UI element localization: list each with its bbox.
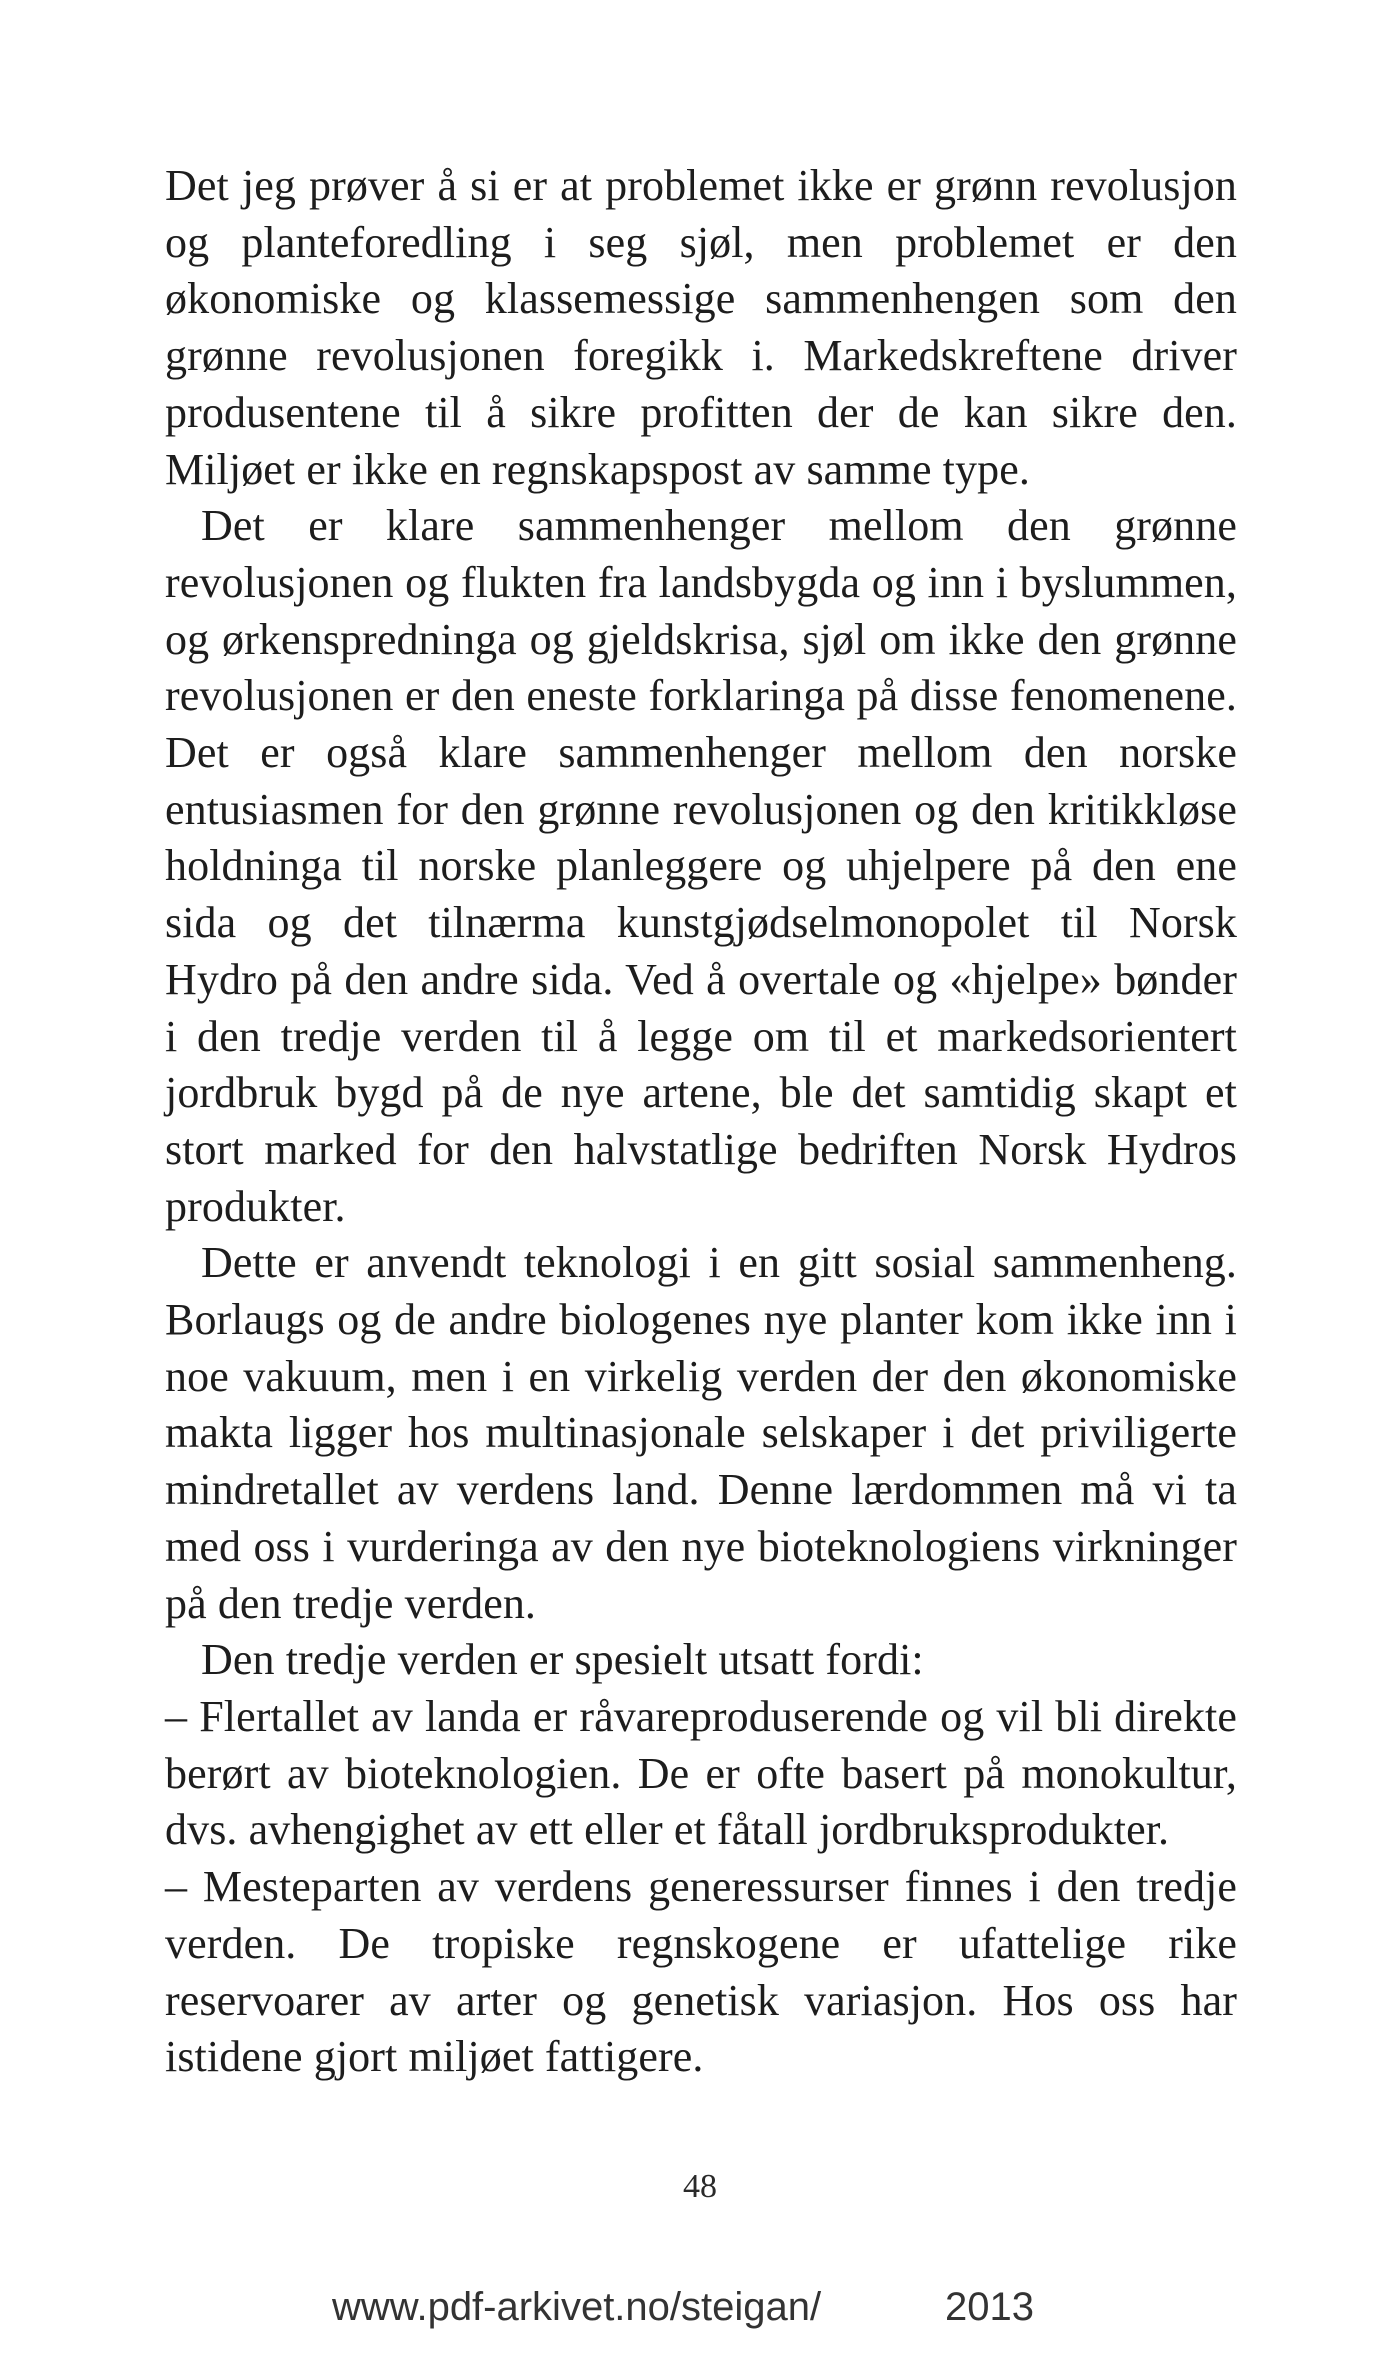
footer-url: www.pdf-arkivet.no/steigan/: [332, 2285, 822, 2329]
body-text: [165, 158, 1237, 2086]
paragraph-1: Det jeg prøver å si er at problemet ikke er grønn revolusjon og planteforedling i seg sjøl, men problemet er den økonomiske og klassemessige sammenhengen som den grønne revolusjonen foregikk i. Markedskreftene driver produsentene til å sikre profitten der de kan sikre den. Miljøet er ikke en regnskapspost av samme type.: [165, 161, 1237, 494]
page-number: 48: [683, 2168, 717, 2205]
paragraph-4: Den tredje verden er spesielt utsatt fordi:: [201, 1635, 924, 1685]
paragraph-3: Dette er anvendt teknologi i en gitt sosial sammenheng. Borlaugs og de andre biologenes nye planter kom ikke inn i noe vakuum, men i en virkelig verden der den økonomiske makta ligger hos multinasjonale selskaper i det priviligerte mindretallet av verdens land. Denne lærdommen må vi ta med oss i vurderinga av den nye bioteknologiens virkninger på den tredje verden.: [165, 1238, 1237, 1628]
list-item-1: – Flertallet av landa er råvareproduserende og vil bli direkte berørt av bioteknologien. De er ofte basert på monokultur, dvs. avhengighet av ett eller et fåtall jordbruksprodukter.: [165, 1691, 1237, 1855]
footer-year: 2013: [945, 2285, 1034, 2329]
list-item-2: – Mesteparten av verdens generessurser finnes i den tredje verden. De tropiske regnskogene er ufattelige rike reservoarer av arter og genetisk variasjon. Hos oss har istidene gjort miljøet fattigere.: [165, 1862, 1237, 2082]
paragraph-2: Det er klare sammenhenger mellom den grønne revolusjonen og flukten fra landsbygda og inn i byslummen, og ørkenspredninga og gjeldskrisa, sjøl om ikke den grønne revolusjonen er den eneste forklaringa på disse fenomenene. Det er også klare sammenhenger mellom den norske entusiasmen for den grønne revolusjonen og den kritikkløse holdninga til norske planleggere og uhjelpere på den ene sida og det tilnærma kunstgjødselmonopolet til Norsk Hydro på den andre sida. Ved å overtale og «hjelpe» bønder i den tredje verden til å legge om til et markedsorientert jordbruk bygd på de nye artene, ble det samtidig skapt et stort marked for den halvstatlige bedriften Norsk Hydros produkter.: [165, 501, 1237, 1231]
